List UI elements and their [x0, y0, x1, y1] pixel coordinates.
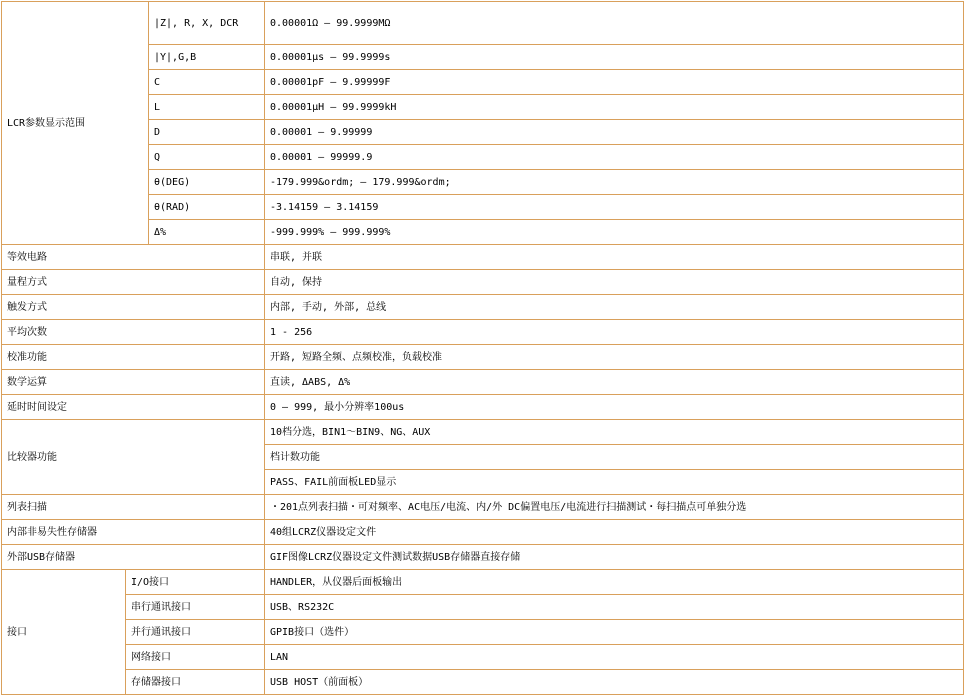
interface-value: LAN	[265, 645, 964, 670]
interface-name: 串行通讯接口	[126, 595, 265, 620]
interface-row	[2, 620, 964, 645]
comparator-value: PASS、FAIL前面板LED显示	[265, 470, 964, 495]
spec-label: 校准功能	[2, 345, 265, 370]
spec-row	[2, 245, 964, 270]
interface-value: GPIB接口（选件）	[265, 620, 964, 645]
comparator-label: 比较器功能	[2, 420, 265, 495]
spec-value: 内部, 手动, 外部, 总线	[265, 295, 964, 320]
spec-row	[2, 345, 964, 370]
comparator-value: 10档分选，BIN1～BIN9、NG、AUX	[265, 420, 964, 445]
interface-name: 存储器接口	[126, 670, 265, 695]
spec-row	[2, 370, 964, 395]
interface-row	[2, 570, 964, 595]
spec-row	[2, 545, 964, 570]
lcr-range: 0.00001μs — 99.9999s	[265, 45, 964, 70]
interface-name: I/O接口	[126, 570, 265, 595]
spec-label: 列表扫描	[2, 495, 265, 520]
spec-label: 内部非易失性存储器	[2, 520, 265, 545]
lcr-param: |Z|, R, X, DCR	[149, 2, 265, 45]
comparator-row	[2, 420, 964, 445]
spec-label: 延时时间设定	[2, 395, 265, 420]
interface-name: 并行通讯接口	[126, 620, 265, 645]
spec-label: 外部USB存储器	[2, 545, 265, 570]
lcr-param: L	[149, 95, 265, 120]
interface-row	[2, 670, 964, 695]
lcr-param: θ(RAD)	[149, 195, 265, 220]
lcr-param: Δ%	[149, 220, 265, 245]
spec-value: 直读, ΔABS, Δ%	[265, 370, 964, 395]
interface-label: 接口	[2, 570, 126, 695]
spec-row	[2, 520, 964, 545]
lcr-param: C	[149, 70, 265, 95]
spec-row	[2, 270, 964, 295]
spec-label: 平均次数	[2, 320, 265, 345]
spec-value: 0 — 999, 最小分辨率100us	[265, 395, 964, 420]
interface-value: USB、RS232C	[265, 595, 964, 620]
spec-value: GIF图像LCRZ仪器设定文件测试数据USB存储器直接存储	[265, 545, 964, 570]
interface-value: HANDLER，从仪器后面板输出	[265, 570, 964, 595]
spec-row	[2, 395, 964, 420]
spec-label: 等效电路	[2, 245, 265, 270]
spec-table	[1, 1, 964, 695]
lcr-range: 0.00001pF — 9.99999F	[265, 70, 964, 95]
comparator-value: 档计数功能	[265, 445, 964, 470]
lcr-range: 0.00001Ω — 99.9999MΩ	[265, 2, 964, 45]
interface-row	[2, 645, 964, 670]
interface-row	[2, 595, 964, 620]
lcr-range: 0.00001μH — 99.9999kH	[265, 95, 964, 120]
lcr-range: -999.999% — 999.999%	[265, 220, 964, 245]
lcr-param: Q	[149, 145, 265, 170]
interface-value: USB HOST（前面板）	[265, 670, 964, 695]
lcr-param: D	[149, 120, 265, 145]
lcr-range: -3.14159 — 3.14159	[265, 195, 964, 220]
spec-label: 数学运算	[2, 370, 265, 395]
spec-value: 串联, 并联	[265, 245, 964, 270]
lcr-param: θ(DEG)	[149, 170, 265, 195]
spec-label: 量程方式	[2, 270, 265, 295]
spec-value: 开路, 短路全频、点频校准，负载校准	[265, 345, 964, 370]
spec-value: 40组LCRZ仪器设定文件	[265, 520, 964, 545]
spec-value: 1 - 256	[265, 320, 964, 345]
lcr-range: 0.00001 — 99999.9	[265, 145, 964, 170]
spec-row	[2, 295, 964, 320]
lcr-range: -179.999&ordm; — 179.999&ordm;	[265, 170, 964, 195]
spec-value: 自动, 保持	[265, 270, 964, 295]
spec-label: 触发方式	[2, 295, 265, 320]
lcr-param: |Y|,G,B	[149, 45, 265, 70]
spec-row	[2, 320, 964, 345]
interface-name: 网络接口	[126, 645, 265, 670]
lcr-row-z	[2, 2, 964, 45]
spec-row	[2, 495, 964, 520]
lcr-section-label: LCR参数显示范围	[2, 2, 149, 245]
spec-value: ・201点列表扫描・可对频率、AC电压/电流、内/外 DC偏置电压/电流进行扫描测试・每扫描点可单独分选	[265, 495, 964, 520]
lcr-range: 0.00001 — 9.99999	[265, 120, 964, 145]
